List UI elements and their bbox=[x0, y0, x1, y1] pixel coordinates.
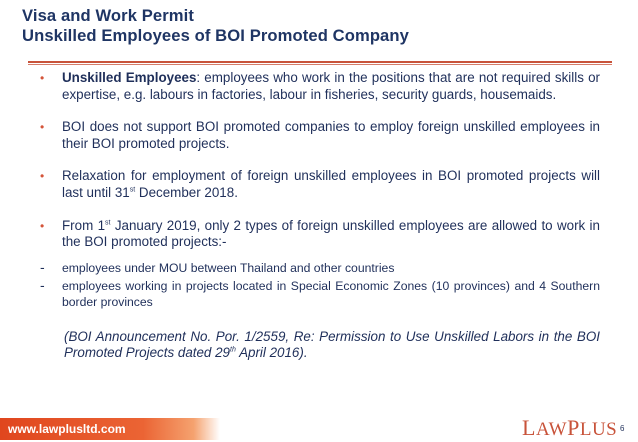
page-number: 6 bbox=[620, 424, 625, 433]
bullet-from-january bbox=[38, 218, 600, 251]
dash-icon: - bbox=[40, 258, 45, 275]
note-text: (BOI Announcement No. Por. 1/2559, Re: Permission to Use Unskilled Labors in the BOI Promoted Projects dated 29 bbox=[64, 328, 600, 361]
bullet-text: BOI does not support BOI promoted companies to employ foreign unskilled employees in their BOI promoted projects. bbox=[62, 119, 600, 151]
boi-announcement-note bbox=[38, 329, 600, 362]
sub-item-mou bbox=[38, 258, 600, 277]
bullet-boi-not-support bbox=[38, 119, 600, 152]
title-divider bbox=[28, 61, 612, 63]
footer-bar bbox=[0, 418, 220, 440]
slide-title bbox=[22, 6, 622, 46]
bullet-text: From 1 bbox=[62, 217, 106, 233]
bullet-text: : employees who work in the positions that are not required skills or expertise, e.g. labours in factories, labour in fisheries, security guards, housemaids. bbox=[62, 70, 600, 102]
slide-body bbox=[38, 70, 600, 362]
sub-item-text: employees under MOU between Thailand and other countries bbox=[62, 260, 395, 275]
sub-item-text: employees working in projects located in Special Economic Zones (10 provinces) and 4 Southern border provinces bbox=[62, 279, 600, 309]
bullet-lead: Unskilled Employees bbox=[62, 70, 197, 85]
website-link[interactable]: www.lawplusltd.com bbox=[8, 422, 126, 436]
bullet-relaxation bbox=[38, 168, 600, 201]
title-line-2: Unskilled Employees of BOI Promoted Company bbox=[22, 26, 409, 45]
note-text-end: April 2016). bbox=[235, 345, 308, 361]
bullet-icon: • bbox=[40, 169, 45, 184]
title-line-1: Visa and Work Permit bbox=[22, 6, 194, 25]
bullet-text-end: January 2019, only 2 types of foreign unskilled employees are allowed to work in the BOI promoted projects:- bbox=[62, 217, 600, 250]
dash-icon: - bbox=[40, 277, 45, 294]
bullet-icon: • bbox=[40, 71, 45, 85]
ordinal-suffix: st bbox=[129, 186, 136, 194]
sub-item-sez bbox=[38, 279, 600, 310]
bullet-text-end: December 2018. bbox=[135, 184, 238, 200]
ordinal-suffix: th bbox=[230, 346, 236, 354]
title-divider-secondary bbox=[28, 64, 612, 65]
bullet-icon: • bbox=[40, 120, 45, 135]
bullet-icon: • bbox=[40, 218, 45, 233]
ordinal-suffix: st bbox=[105, 219, 111, 227]
bullet-text: Relaxation for employment of foreign unskilled employees in BOI promoted projects will last until 31 bbox=[62, 168, 600, 200]
lawplus-logo: LAWPLUS bbox=[522, 415, 618, 440]
bullet-unskilled-employees bbox=[38, 70, 600, 103]
